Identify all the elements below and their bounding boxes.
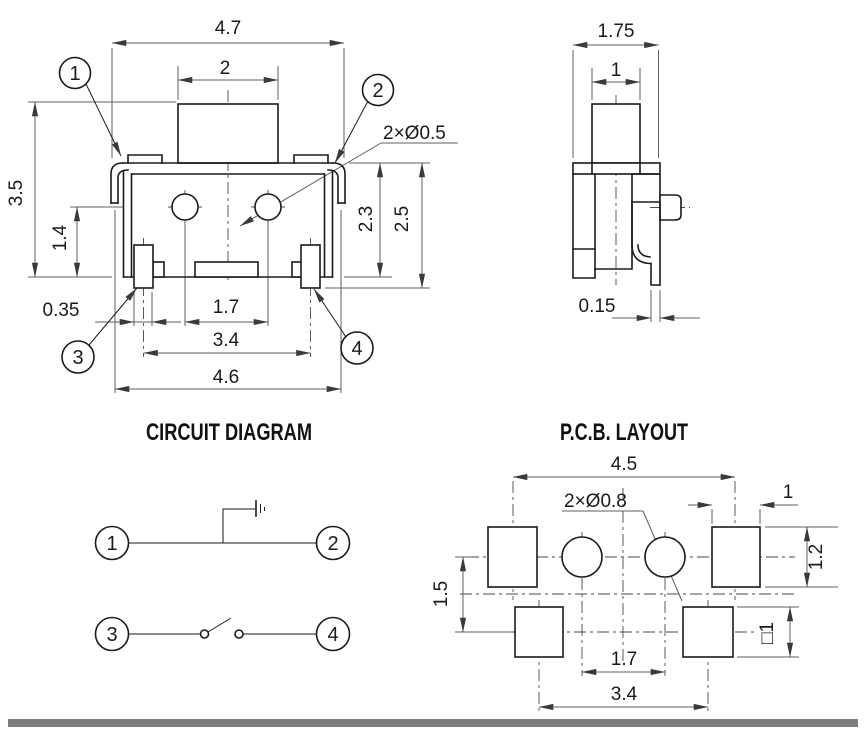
front-left-tab xyxy=(128,155,162,163)
pcb-layout xyxy=(431,419,838,711)
terminal-2-label: 2 xyxy=(327,533,339,555)
callout-2-label: 2 xyxy=(372,80,384,102)
terminal-3-label: 3 xyxy=(106,624,118,646)
dim-hole-pitch: 1.7 xyxy=(212,297,240,318)
dim-hole-note: 2×Ø0.5 xyxy=(383,123,446,144)
dim-top-width: 4.7 xyxy=(214,18,242,39)
terminal-4-label: 4 xyxy=(327,624,339,646)
circuit-terminals xyxy=(96,527,350,651)
circuit-wiring xyxy=(129,501,316,638)
front-center-tab xyxy=(195,262,258,277)
dim-depth: 1.75 xyxy=(597,21,635,42)
front-left-foot xyxy=(134,245,153,288)
dim-bottom-width: 4.6 xyxy=(212,367,240,388)
side-dimensions xyxy=(573,45,700,322)
pcb-pad-lower-left xyxy=(515,607,563,657)
pcb-hole-left xyxy=(562,537,602,577)
side-view xyxy=(573,21,700,322)
switch-contact-left xyxy=(201,630,209,638)
front-left-hole xyxy=(172,194,198,220)
dim-body-height-with-foot: 2.5 xyxy=(392,205,413,233)
footer-separator-bar xyxy=(8,719,858,727)
dim-body-height: 2.3 xyxy=(356,205,377,233)
dim-square-pad: □1 xyxy=(757,621,778,645)
side-actuator-pin xyxy=(660,195,681,220)
dim-pcb-hole-note: 2×Ø0.8 xyxy=(564,491,627,512)
front-view xyxy=(6,18,458,393)
front-right-hole xyxy=(255,194,281,220)
circuit-diagram-title: CIRCUIT DIAGRAM xyxy=(146,419,312,446)
pcb-pad-lower-right xyxy=(683,607,733,657)
pcb-hole-right xyxy=(645,537,685,577)
switch-contact-right xyxy=(235,630,243,638)
pcb-layout-title: P.C.B. LAYOUT xyxy=(560,419,689,446)
pcb-centerlines xyxy=(460,481,798,711)
pcb-dimensions xyxy=(455,477,838,707)
dim-pcb-hole-pitch: 1.7 xyxy=(610,649,638,670)
dim-foot-pitch: 3.4 xyxy=(212,330,240,351)
circuit-diagram xyxy=(96,419,350,651)
front-left-step xyxy=(153,262,164,277)
dim-pad-height: 1.2 xyxy=(806,543,827,571)
dim-terminal-thickness: 0.15 xyxy=(578,296,616,317)
callout-3-label: 3 xyxy=(72,347,84,369)
pcb-pad-upper-left xyxy=(488,527,537,587)
side-outline xyxy=(573,104,681,285)
front-right-tab xyxy=(294,155,328,163)
dim-total-height: 3.5 xyxy=(6,179,27,207)
front-right-foot xyxy=(301,245,320,288)
dim-pad-span: 4.5 xyxy=(610,454,638,475)
dim-button-width: 2 xyxy=(219,58,231,79)
side-button xyxy=(592,104,640,163)
dim-row-offset: 1.5 xyxy=(431,580,452,608)
pcb-pads xyxy=(488,527,760,657)
dim-button-depth: 1 xyxy=(610,60,622,81)
pcb-pad-upper-right xyxy=(712,527,760,587)
callout-1-label: 1 xyxy=(69,63,81,85)
side-top-plate xyxy=(573,163,660,174)
dim-lower-pad-pitch: 3.4 xyxy=(610,684,638,705)
front-button xyxy=(178,104,278,163)
switch-lever xyxy=(208,618,231,632)
dim-pad-width: 1 xyxy=(782,482,794,503)
callout-4-label: 4 xyxy=(351,338,363,360)
terminal-1-label: 1 xyxy=(106,533,118,555)
dim-foot-width: 0.35 xyxy=(42,300,80,321)
dim-hole-height: 1.4 xyxy=(50,224,71,252)
